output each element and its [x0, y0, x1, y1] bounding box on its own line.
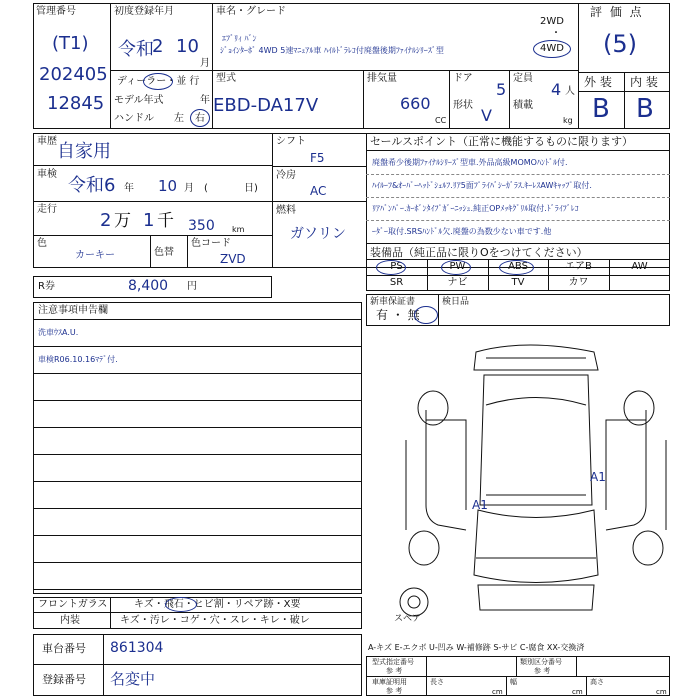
first-reg-month: 10 — [176, 36, 199, 57]
mgmt-num2: 12845 — [47, 93, 105, 114]
warranty-no-circle — [414, 306, 438, 324]
damage-mark-right: A1 — [590, 470, 606, 484]
front-glass-value: キズ・飛石・ヒビ割・リペア跡・X要 — [134, 599, 301, 610]
mileage-sen-unit: 千 — [157, 211, 174, 231]
spare-label: スペア — [394, 614, 422, 624]
sales-point-line-1: 廃盤希少後期ﾌｧｲﾅﾙｼﾘｰｽﾞ型車.外品高級MOMOﾊﾝﾄﾞﾙ付. — [372, 158, 568, 167]
mileage-label: 走行 — [37, 204, 57, 215]
color-value: カーキー — [75, 250, 115, 261]
ac-value: AC — [310, 184, 327, 198]
handle-left: 左 — [174, 113, 184, 124]
inspection-day-open: ( — [204, 183, 208, 194]
note-rule — [33, 454, 362, 455]
history-value: 自家用 — [57, 141, 111, 162]
mileage-rest: 350 — [188, 218, 215, 234]
first-reg-month-unit: 月 — [200, 58, 210, 69]
note-line-1: 洗車ｳｽA.U. — [38, 328, 79, 337]
length-label: 長さ — [430, 678, 444, 686]
length-unit: cm — [492, 688, 503, 696]
type-spec-label: 型式指定番号 — [372, 658, 414, 666]
note-rule — [33, 535, 362, 536]
chassis-label: 車台番号 — [42, 642, 86, 655]
exterior-grade: B — [592, 94, 610, 124]
note-rule — [33, 481, 362, 482]
sales-points-title: セールスポイント（正常に機能するものに限ります） — [370, 135, 634, 148]
sales-point-line-2: ﾊｲﾙｰﾌ&ｵｰﾊﾞｰﾍｯﾄﾞｼｪﾙﾌ.ﾘｱ5面ﾌﾟﾗｲﾊﾞｼｰｶﾞﾗｽ.ｷｰﾚｽAWｷｬｯﾌﾟ取付. — [372, 181, 592, 190]
first-reg-year: 2 — [152, 36, 164, 57]
r-ticket-value: 8,400 — [128, 278, 169, 294]
front-glass-chip-circle — [165, 597, 197, 612]
name-grade-label: 車名・グレード — [216, 6, 286, 17]
interior-grade: B — [636, 94, 654, 124]
mileage-man-unit: 万 — [114, 211, 131, 231]
displacement-unit: CC — [435, 116, 447, 125]
category-ref: 参 考 — [534, 667, 551, 675]
equip-tv: TV — [511, 277, 525, 288]
color-code-value: ZVD — [220, 252, 246, 266]
mileage-unit: km — [232, 225, 245, 234]
mileage-man: 2 — [100, 210, 112, 231]
model-value: EBD-DA17V — [213, 95, 319, 116]
note-rule — [33, 589, 362, 590]
width-label: 幅 — [510, 678, 517, 686]
mgmt-code: (T1) — [52, 33, 89, 54]
first-reg-era: 令和 — [118, 39, 154, 60]
equip-navi: ナビ — [447, 277, 468, 288]
capacity-label: 定員 — [513, 73, 533, 84]
equip-leather: カワ — [568, 277, 589, 288]
equip-airbag: エアB — [565, 261, 592, 272]
inspection-month-unit: 月 — [184, 183, 194, 194]
fuel-value: ガソリン — [290, 226, 346, 242]
first-reg-label: 初度登録年月 — [114, 6, 174, 17]
doors-value: 5 — [496, 80, 507, 99]
inspection-era: 令和6 — [68, 175, 116, 196]
shift-label: シフト — [276, 136, 306, 147]
interior-label: 内 装 — [630, 75, 658, 89]
history-label: 車歴 — [37, 136, 57, 147]
name-line2: ｼﾞｮｲﾝﾀｰﾎﾞ 4WD 5速ﾏﾆｭｱﾙ車 ﾊｲﾙﾄﾞﾗﾚｺ付廃盤後期ﾌｧｲﾅﾙｼﾘｰｽﾞ型 — [220, 46, 444, 55]
displacement-label: 排気量 — [367, 73, 397, 84]
width-unit: cm — [572, 688, 583, 696]
category-label: 類別区分番号 — [520, 658, 562, 666]
drive-4wd: 4WD — [540, 43, 564, 54]
front-glass-label: フロントガラス — [38, 599, 108, 610]
warranty-label: 新車保証書 — [370, 297, 416, 307]
color-swap-label: 色替 — [154, 247, 174, 258]
shape-label: 形状 — [453, 100, 473, 111]
interior-cond-label: 内装 — [60, 615, 80, 626]
header-section — [33, 3, 670, 129]
dealer-label: ディーラー・並 行 — [117, 76, 200, 87]
equipment-title: 装備品（純正品に限りOをつけてください） — [370, 246, 588, 259]
note-rule — [33, 373, 362, 374]
interior-cond-value: キズ・汚レ・コゲ・穴・スレ・キレ・破レ — [120, 615, 310, 626]
fuel-label: 燃料 — [276, 205, 296, 216]
equip-pw-circle — [441, 260, 471, 275]
equip-sr: SR — [389, 277, 404, 288]
drive-2wd: 2WD — [540, 16, 564, 27]
handle-right: 右 — [195, 113, 205, 124]
equip-pw: PW — [449, 261, 466, 272]
note-rule — [33, 427, 362, 428]
car-damage-diagram — [366, 330, 670, 630]
color-code-label: 色コード — [191, 238, 231, 249]
capacity-value: 4 — [551, 80, 562, 99]
model-year-unit: 年 — [200, 95, 210, 106]
notes-title: 注意事項申告欄 — [38, 305, 108, 316]
r-ticket-label: R券 — [38, 281, 55, 292]
doors-label: ドア — [453, 73, 473, 84]
exterior-label: 外 装 — [584, 75, 612, 89]
load-label: 積載 — [513, 100, 533, 111]
sales-point-line-4: ｰﾀﾞｰ取付.SRSﾊﾝﾄﾞﾙ欠.廃盤の為数少ない車です.他 — [372, 227, 552, 236]
cert-label: 車庫証明用 — [372, 678, 407, 686]
sales-point-line-3: ﾘｱﾊﾞﾝﾊﾟｰ.ｶｰﾎﾞﾝﾀｲﾌﾟｶﾞｰﾆｯｼｭ.純正OPﾒｯｷｸﾞﾘﾙ取付.ﾄﾞﾗｲﾌﾞﾚｺ — [372, 204, 579, 213]
equip-abs-circle — [499, 260, 534, 275]
reg-value: 名変中 — [110, 670, 156, 688]
height-unit: cm — [656, 688, 667, 696]
mgmt-label: 管理番号 — [36, 6, 76, 17]
name-line1: ｴﾌﾞﾘｨ ﾊﾞﾝ — [222, 34, 257, 43]
displacement-value: 660 — [400, 94, 431, 113]
dealer-circle — [143, 73, 173, 90]
rating-label: 評 価 点 — [590, 5, 644, 19]
capacity-unit: 人 — [565, 86, 575, 97]
ac-label: 冷房 — [276, 170, 296, 181]
shape-value: V — [481, 106, 492, 125]
model-label: 型式 — [216, 73, 236, 84]
model-year-label: モデル年式 — [114, 95, 164, 106]
warranty-value: 有 ・ 無 — [376, 308, 420, 322]
equip-aw: AW — [631, 261, 648, 272]
warranty-date-label: 検日品 — [442, 297, 470, 307]
rating-value: (5) — [603, 30, 637, 58]
reg-label: 登録番号 — [42, 673, 86, 686]
note-line-2: 車検R06.10.16ﾏﾃﾞ付. — [38, 355, 118, 364]
load-unit: kg — [563, 116, 573, 125]
height-label: 高さ — [590, 678, 604, 686]
note-rule — [33, 508, 362, 509]
drive-dot: ・ — [551, 28, 561, 39]
mgmt-num1: 202405 — [39, 64, 108, 85]
chassis-value: 861304 — [110, 640, 164, 656]
color-label: 色 — [37, 238, 47, 249]
inspection-month: 10 — [158, 177, 178, 195]
damage-mark-left: A1 — [472, 498, 488, 512]
equip-ps-circle — [376, 260, 406, 275]
note-rule — [33, 400, 362, 401]
shift-value: F5 — [310, 151, 325, 165]
r-ticket-unit: 円 — [187, 281, 197, 292]
inspection-year-unit: 年 — [124, 183, 134, 194]
type-spec-ref: 参 考 — [386, 667, 403, 675]
inspection-label: 車検 — [37, 169, 57, 180]
mileage-sen: 1 — [143, 210, 155, 231]
legend-text: A-キズ E-エクボ U-凹み W-補修跡 S-サビ C-腐食 XX-交換済 — [368, 643, 585, 652]
equip-ps: PS — [390, 261, 403, 272]
handle-label: ハンドル — [114, 113, 154, 124]
equip-abs: ABS — [508, 261, 528, 272]
note-rule — [33, 562, 362, 563]
note-rule — [33, 346, 362, 347]
cert-ref: 参 考 — [386, 687, 403, 695]
inspection-day-unit: 日) — [244, 183, 258, 194]
